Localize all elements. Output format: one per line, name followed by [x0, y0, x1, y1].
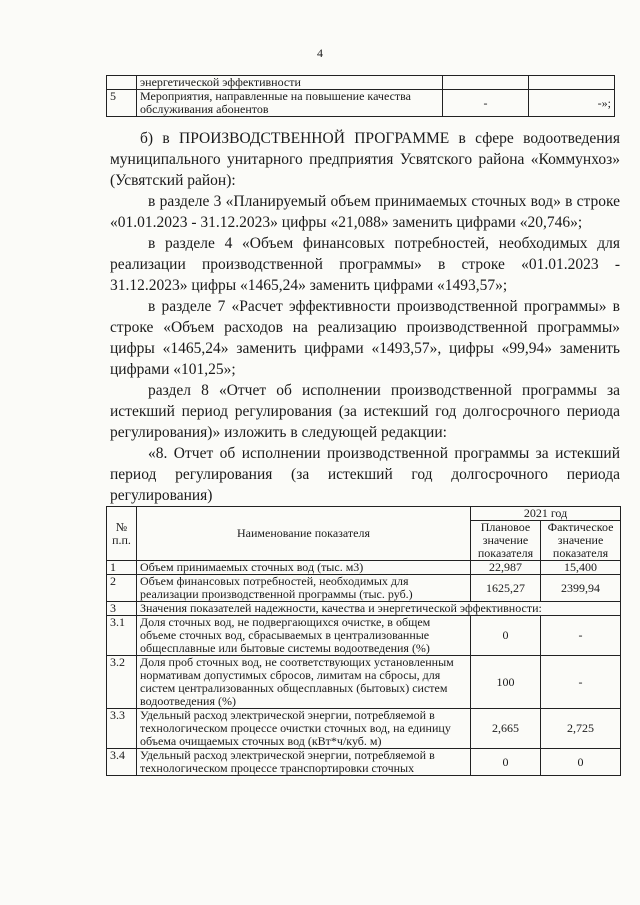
header-fact: Фактическое значение показателя — [541, 521, 621, 561]
table-row — [107, 656, 621, 709]
row-number: 1 — [107, 561, 137, 575]
row-number: 5 — [107, 90, 137, 117]
table-row — [107, 90, 615, 117]
row-fact: - — [541, 616, 621, 656]
table-row — [107, 76, 615, 90]
paragraph-section-8: раздел 8 «Отчет об исполнении производственной программы за истекший период регулирования (за истекший год долгосрочного периода регулирования)» изложить в следующей редакции: — [110, 382, 620, 441]
report-table — [106, 506, 621, 776]
row-fact — [529, 76, 615, 90]
row-plan: 0 — [471, 616, 541, 656]
paragraph-section-7: в разделе 7 «Расчет эффективности производственной программы» в строке «Объем расходов на реализацию производственной программы» цифры «1465,24» заменить цифрами «1493,57», цифры «99,94» заменить цифрами «101,25»; — [110, 298, 620, 378]
page-number: 4 — [317, 46, 323, 60]
row-fact: 2399,94 — [541, 575, 621, 602]
header-name: Наименование показателя — [137, 507, 471, 561]
row-number: 3 — [107, 602, 137, 616]
header-year: 2021 год — [471, 507, 621, 521]
row-number — [107, 76, 137, 90]
table-row — [107, 749, 621, 776]
body-text — [110, 128, 620, 506]
row-fact: 2,725 — [541, 709, 621, 749]
row-name: Объем финансовых потребностей, необходимых для реализации производственной программы (тыс. руб.) — [137, 575, 471, 602]
row-number: 2 — [107, 575, 137, 602]
row-fact: 15,400 — [541, 561, 621, 575]
row-plan: 22,987 — [471, 561, 541, 575]
row-fact: 0 — [541, 749, 621, 776]
row-name: Доля сточных вод, не подвергающихся очистке, в общем объеме сточных вод, сбрасываемых в централизованные общесплавные или бытовые системы водоотведения (%) — [137, 616, 471, 656]
table-row — [107, 575, 621, 602]
table-row — [107, 709, 621, 749]
table-row — [107, 616, 621, 656]
row-name: Удельный расход электрической энергии, потребляемой в технологическом процессе очистки сточных вод, на единицу объема очищаемых сточных вод (кВт*ч/куб. м) — [137, 709, 471, 749]
row-name: Объем принимаемых сточных вод (тыс. м3) — [137, 561, 471, 575]
header-plan: Плановое значение показателя — [471, 521, 541, 561]
paragraph-production-program: б) в ПРОИЗВОДСТВЕННОЙ ПРОГРАММЕ в сфере водоотведения муниципального унитарного предприятия Усвятского района «Коммунхоз» (Усвятский район): — [110, 130, 620, 189]
row-number: 3.4 — [107, 749, 137, 776]
table-row — [107, 561, 621, 575]
row-plan: 1625,27 — [471, 575, 541, 602]
row-text: энергетической эффективности — [137, 76, 443, 90]
row-text: Мероприятия, направленные на повышение качества обслуживания абонентов — [137, 90, 443, 117]
row-number: 3.3 — [107, 709, 137, 749]
paragraph-section-3: в разделе 3 «Планируемый объем принимаемых сточных вод» в строке «01.01.2023 - 31.12.2023» цифры «21,088» заменить цифрами «20,746»; — [110, 193, 620, 231]
row-number: 3.1 — [107, 616, 137, 656]
header-number: № п.п. — [107, 507, 137, 561]
row-plan: - — [443, 90, 529, 117]
row-plan: 2,665 — [471, 709, 541, 749]
row-name: Удельный расход электрической энергии, потребляемой в технологическом процессе транспортировки сточных — [137, 749, 471, 776]
continued-table — [106, 75, 615, 117]
row-plan — [443, 76, 529, 90]
paragraph-section-4: в разделе 4 «Объем финансовых потребностей, необходимых для реализации производственной программы» в строке «01.01.2023 - 31.12.2023» цифры «1465,24» заменить цифрами «1493,57»; — [110, 235, 620, 294]
table-header-row — [107, 507, 621, 521]
row-name: Доля проб сточных вод, не соответствующих установленным нормативам допустимых сбросов, лимитам на сбросы, для систем централизованных общесплавных (бытовых) систем водоотведения (%) — [137, 656, 471, 709]
row-fact: -»; — [529, 90, 615, 117]
row-fact: - — [541, 656, 621, 709]
row-plan: 100 — [471, 656, 541, 709]
paragraph-report-title: «8. Отчет об исполнении производственной программы за истекший период регулирования (за истекший год долгосрочного периода регулирования) — [110, 445, 620, 504]
table-row — [107, 602, 621, 616]
row-number: 3.2 — [107, 656, 137, 709]
row-plan: 0 — [471, 749, 541, 776]
row-name: Значения показателей надежности, качества и энергетической эффективности: — [137, 602, 621, 616]
